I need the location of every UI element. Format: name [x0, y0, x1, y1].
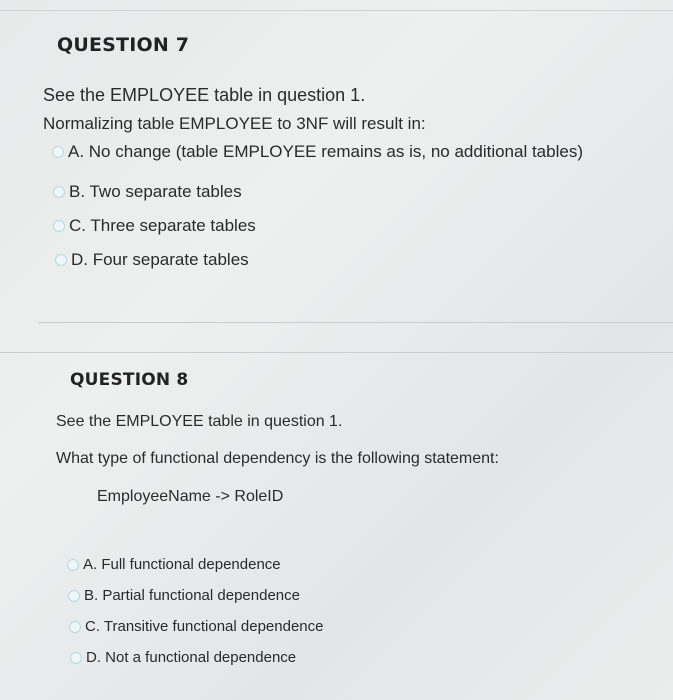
question-divider-upper [38, 322, 673, 323]
radio-icon[interactable] [52, 146, 64, 158]
option-label: D. Not a functional dependence [86, 649, 297, 666]
question-7-option-c[interactable] [53, 216, 256, 236]
option-label: B. Two separate tables [69, 182, 242, 201]
question-7-intro: See the EMPLOYEE table in question 1. [43, 85, 366, 105]
radio-icon[interactable] [53, 220, 65, 232]
question-8-intro: See the EMPLOYEE table in question 1. [56, 413, 343, 430]
dependency-statement: EmployeeName -> RoleID [97, 488, 284, 505]
option-label: C. Three separate tables [69, 216, 256, 235]
question-8-option-b[interactable] [68, 587, 300, 604]
question-8-option-c[interactable] [69, 618, 323, 635]
option-label: D. Four separate tables [71, 250, 249, 269]
radio-icon[interactable] [67, 559, 79, 571]
radio-icon[interactable] [55, 254, 67, 266]
radio-icon[interactable] [53, 186, 65, 198]
question-8-title: QUESTION 8 [70, 370, 189, 390]
top-divider [0, 10, 673, 11]
question-divider-lower [0, 352, 673, 353]
option-label: C. Transitive functional dependence [85, 618, 324, 635]
option-label: B. Partial functional dependence [84, 587, 300, 604]
radio-icon[interactable] [69, 621, 81, 633]
question-7-option-a[interactable] [52, 142, 583, 162]
question-7-option-d[interactable] [55, 250, 249, 270]
question-7-title: QUESTION 7 [57, 34, 190, 56]
question-7-prompt: Normalizing table EMPLOYEE to 3NF will result in: [43, 114, 426, 133]
option-label: A. No change (table EMPLOYEE remains as is, no additional tables) [68, 142, 583, 161]
question-7-option-b[interactable] [53, 182, 242, 202]
radio-icon[interactable] [68, 590, 80, 602]
question-8-prompt: What type of functional dependency is the following statement: [56, 450, 499, 467]
question-8-option-d[interactable] [70, 649, 296, 666]
radio-icon[interactable] [70, 652, 82, 664]
question-8-option-a[interactable] [67, 556, 281, 573]
option-label: A. Full functional dependence [83, 556, 281, 573]
